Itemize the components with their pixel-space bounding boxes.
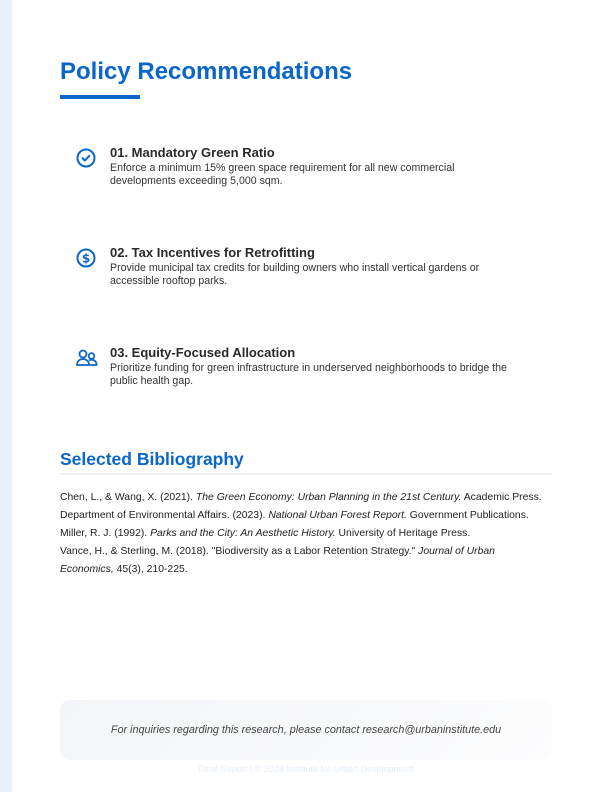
recommendation-title: 03. Equity-Focused Allocation xyxy=(110,345,296,360)
check-circle-icon xyxy=(76,148,98,170)
recommendation-title: 02. Tax Incentives for Retrofitting xyxy=(110,245,315,260)
dollar-circle-icon xyxy=(76,248,98,270)
recommendation-title: 01. Mandatory Green Ratio xyxy=(110,145,275,160)
users-icon xyxy=(76,348,98,370)
bibliography-entry: Miller, R. J. (1992). Parks and the City: An Aesthetic History. University of Heritage Press. xyxy=(60,528,471,539)
recommendation-description: Prioritize funding for green infrastructure in underserved neighborhoods to bridge the public health gap. xyxy=(110,362,507,387)
recommendation-description: Provide municipal tax credits for building owners who install vertical gardens or accessible rooftop parks. xyxy=(110,262,480,287)
title-underline xyxy=(60,95,140,99)
svg-text:$: $ xyxy=(81,251,91,266)
bibliography-entry: Vance, H., & Sterling, M. (2018). "Biodiversity as a Labor Retention Strategy." Journal of Urban Economics, 45(3), 210-225. xyxy=(60,546,495,575)
side-stripe xyxy=(0,0,12,792)
bibliography-list xyxy=(60,489,550,579)
footer-note: Final Report | © 2024 Institute for Urban Development xyxy=(198,764,414,774)
page-title: Policy Recommendations xyxy=(60,58,353,85)
contact-box xyxy=(60,700,552,760)
recommendation-description: Enforce a minimum 15% green space requirement for all new commercial developments exceeding 5,000 sqm. xyxy=(110,162,455,187)
bibliography-entry: Chen, L., & Wang, X. (2021). The Green Economy: Urban Planning in the 21st Century. Academic Press. xyxy=(60,492,542,503)
bibliography-title: Selected Bibliography xyxy=(60,449,244,469)
bibliography-divider xyxy=(60,473,552,475)
contact-text: For inquiries regarding this research, please contact research@urbaninstitute.edu xyxy=(110,724,502,736)
bibliography-entry: Department of Environmental Affairs. (2023). National Urban Forest Report. Government Publications. xyxy=(60,510,529,521)
